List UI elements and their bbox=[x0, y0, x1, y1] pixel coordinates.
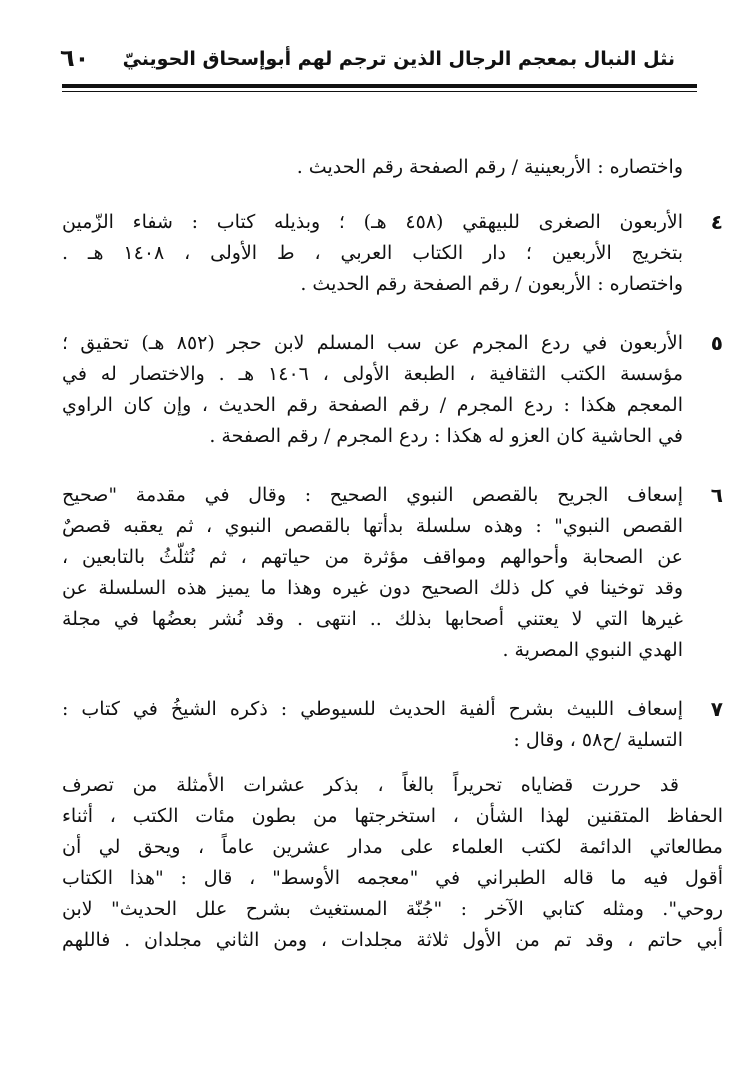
text-line: أقول فيه ما قاله الطبراني في "معجمه الأوسط" ، قال : "هذا الكتاب bbox=[62, 867, 723, 889]
text-line: في الحاشية كان العزو له هكذا : ردع المجرم / رقم الصفحة . bbox=[209, 425, 683, 447]
entry-number: ٦ bbox=[710, 483, 723, 507]
text-line: إسعاف اللبيث بشرح ألفية الحديث للسيوطي : ذكره الشيخُ في كتاب : bbox=[62, 698, 683, 720]
text-line: المعجم هكذا : ردع المجرم / رقم الصفحة رقم الحديث ، وإن كان الراوي bbox=[62, 394, 683, 416]
text-line: الهدي النبوي المصرية . bbox=[502, 639, 683, 661]
entry-body bbox=[62, 328, 683, 452]
text-line: القصص النبوي" : وهذه سلسلة بدأتها بالقصص النبوي ، ثم يعقبه قصصٌ bbox=[62, 515, 683, 537]
text-line: مطالعاتي الدائمة لكتب العلماء على مدار عشرين عاماً ، ويحق لي أن bbox=[62, 836, 723, 858]
entry-number: ٧ bbox=[710, 697, 723, 721]
text-line: قد حررت قضاياه تحريراً بالغاً ، بذكر عشرات الأمثلة من تصرف bbox=[62, 774, 679, 796]
header-rule-thick bbox=[62, 84, 697, 88]
entry-number: ٥ bbox=[710, 331, 723, 355]
text-line: الحفاظ المتقنين لهذا الشأن ، استخرجتها من بطون مئات الكتب ، أثناء bbox=[62, 805, 723, 827]
text-line: إسعاف الجريح بالقصص النبوي الصحيح : وقال في مقدمة "صحيح bbox=[62, 484, 683, 506]
running-header bbox=[60, 44, 695, 78]
entry-4 bbox=[62, 207, 723, 300]
entry-number: ٤ bbox=[710, 210, 723, 234]
text-line: روحي". ومثله كتابي الآخر : "جُنّة المستغيث بشرح علل الحديث" لابن bbox=[62, 898, 723, 920]
page-body bbox=[62, 152, 723, 956]
text-line: غيرها التي لا يعتني أصحابها بذلك .. انتهى . وقد نُشر بعضُها في مجلة bbox=[62, 608, 683, 630]
text-line: عن الصحابة وأحوالهم ومواقف مؤثرة من حياتهم ، ثم نُثلّثُ بالتابعين ، bbox=[62, 546, 683, 568]
entry-body bbox=[62, 694, 683, 756]
text-line: مؤسسة الكتب الثقافية ، الطبعة الأولى ، ١٤٠٦ هـ . والاختصار له في bbox=[62, 363, 683, 385]
text-line: أبي حاتم ، وقد تم من الأول ثلاثة مجلدات ، ومن الثاني مجلدان . فاللهم bbox=[62, 929, 723, 951]
text-line: الأربعون الصغرى للبيهقي (٤٥٨ هـ) ؛ وبذيله كتاب : شفاء الزّمين bbox=[62, 211, 683, 233]
text-line: الأربعون في ردع المجرم عن سب المسلم لابن حجر (٨٥٢ هـ) تحقيق ؛ bbox=[62, 332, 683, 354]
entry-body bbox=[62, 480, 683, 666]
text-line: واختصاره : الأربعينية / رقم الصفحة رقم الحديث . bbox=[296, 156, 683, 178]
entry-5 bbox=[62, 328, 723, 452]
entry-7 bbox=[62, 694, 723, 756]
text-line: التسلية /ح٥٨ ، وقال : bbox=[513, 729, 683, 751]
text-line: وقد توخينا في كل ذلك الصحيح دون غيره وهذا ما يميز هذه السلسلة عن bbox=[62, 577, 683, 599]
header-title: نثل النبال بمعجم الرجال الذين ترجم لهم أبوإسحاق الحوينيّ bbox=[122, 48, 675, 70]
entry-body bbox=[62, 207, 683, 300]
lead-paragraph bbox=[62, 152, 683, 183]
header-rule-thin bbox=[62, 91, 697, 92]
text-line: بتخريج الأربعين ؛ دار الكتاب العربي ، ط الأولى ، ١٤٠٨ هـ . bbox=[62, 242, 683, 264]
entry-6 bbox=[62, 480, 723, 666]
text-line: واختصاره : الأربعون / رقم الصفحة رقم الحديث . bbox=[300, 273, 683, 295]
page-number: ٦٠ bbox=[60, 44, 90, 72]
quoted-passage bbox=[62, 770, 723, 956]
